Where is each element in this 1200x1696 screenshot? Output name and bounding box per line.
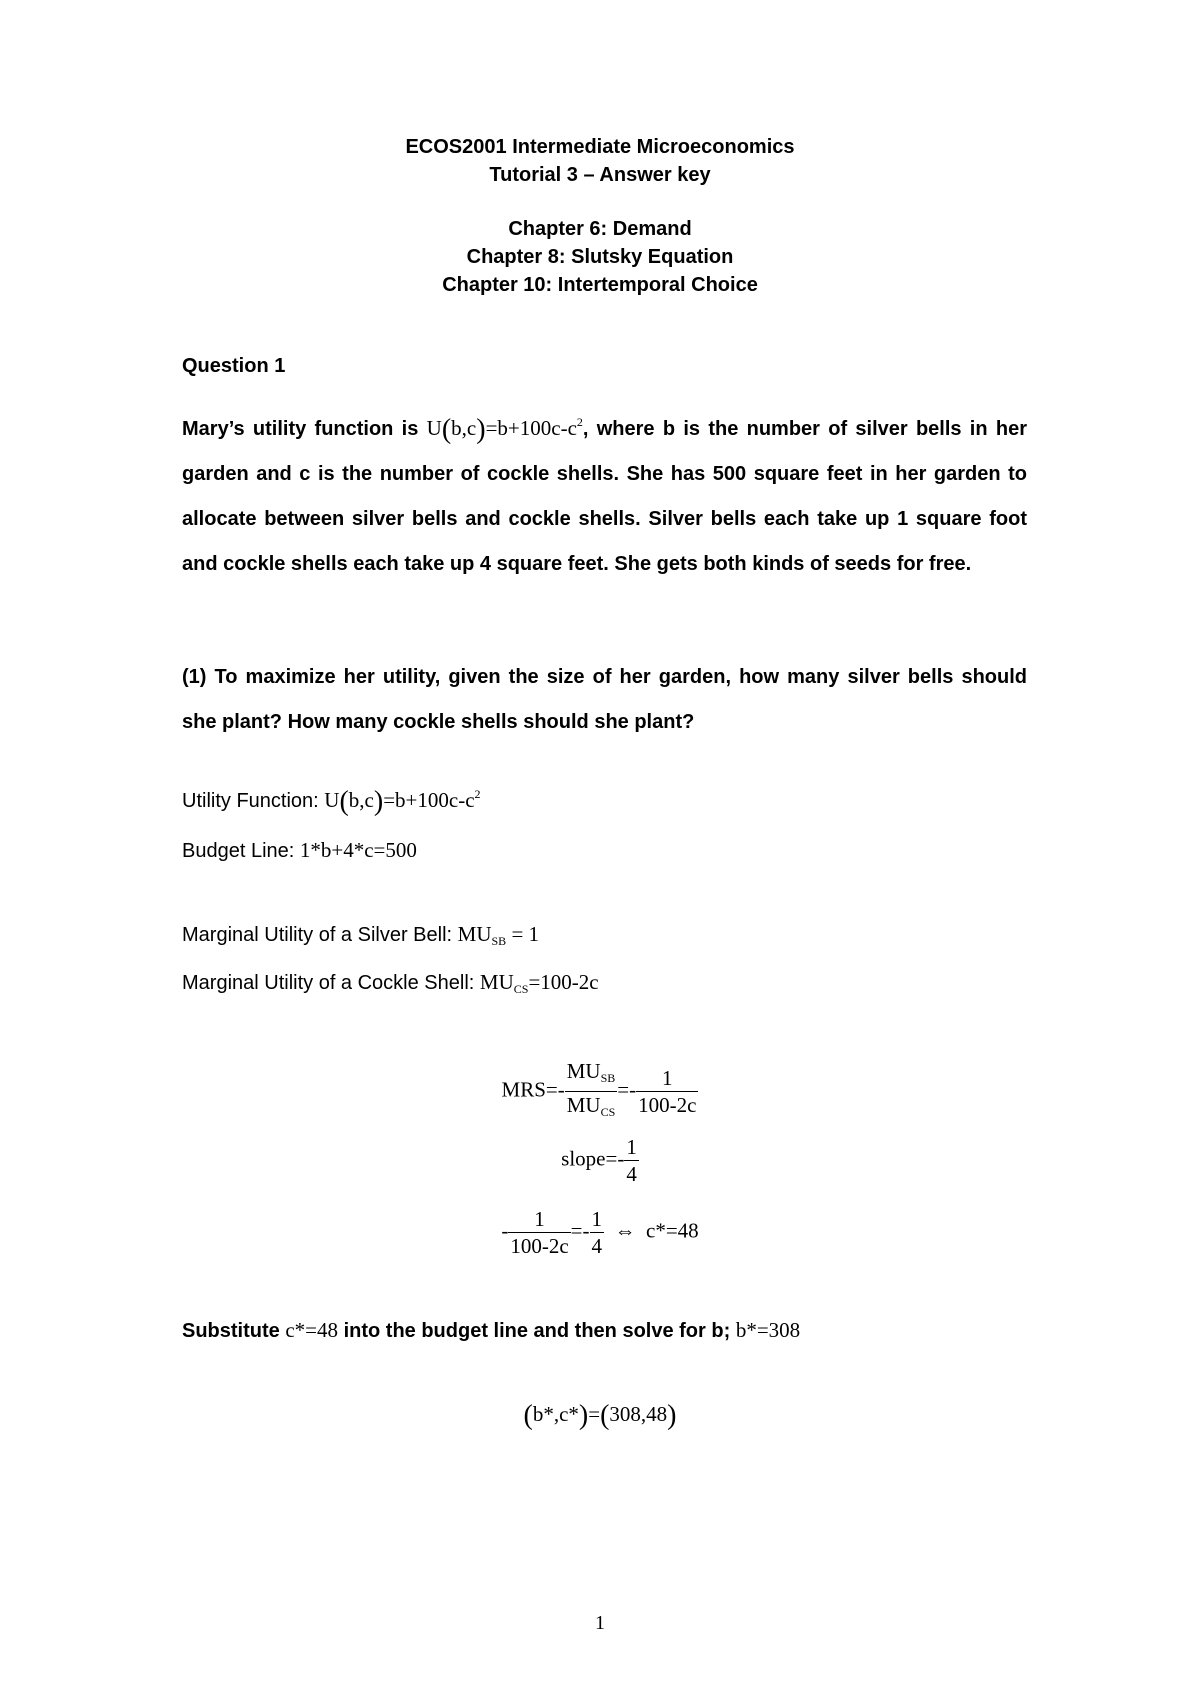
mu-cockle-shell-line [182, 970, 1027, 997]
budget-equation: 1*b+4*c=500 [299, 838, 417, 862]
eq3-mid: =- [570, 1218, 590, 1243]
mu-cs-label: Marginal Utility of a Cockle Shell: [182, 972, 475, 994]
chapter-heading: Chapter 10: Intertemporal Choice [442, 274, 758, 296]
subst-text-mid: into the budget line and then solve for b; [343, 1320, 731, 1342]
iff-symbol: ⇔ [614, 1218, 636, 1243]
frac-den-sub: CS [600, 1105, 616, 1119]
utility-label: Utility Function: [182, 790, 319, 812]
tutorial-title: Tutorial 3 – Answer key [489, 164, 711, 186]
frac-den: 4 [626, 1162, 637, 1186]
utility-formula: $U(b,c)=b+100c-c^2$ [324, 786, 481, 817]
mrs-fraction [565, 1058, 618, 1125]
mrs-equation [0, 1058, 1200, 1125]
frac-num-sub: SB [600, 1071, 616, 1085]
chapter-heading: Chapter 6: Demand [508, 218, 692, 240]
final-rhs: 308,48 [609, 1402, 668, 1426]
eq3-result: c*=48 [646, 1218, 699, 1243]
frac-num: MU [566, 1059, 601, 1083]
eq3-lhs: - [501, 1218, 509, 1243]
frac-num: 1 [508, 1206, 570, 1233]
final-lhs: b*,c* [532, 1402, 579, 1426]
frac-den: 4 [591, 1234, 602, 1258]
slope-fraction [624, 1134, 639, 1187]
mu-subscript: CS [513, 982, 529, 996]
mu-cs-formula [480, 970, 599, 994]
question-title: Question 1 [182, 355, 286, 377]
mrs-lhs: MRS=- [501, 1077, 565, 1102]
page-number: 1 [595, 1612, 605, 1634]
budget-label: Budget Line: [182, 840, 295, 862]
frac-den: 100-2c [510, 1234, 569, 1258]
question-part-1: (1) To maximize her utility, given the size of her garden, how many silver bells should she plant? How many cockle shells should she plant? [182, 666, 1027, 733]
intro-text: Mary’s utility function is [182, 418, 419, 440]
frac-num: 1 [626, 1135, 637, 1159]
mu-silver-bell-line [182, 922, 1027, 949]
final-solution: (b*,c*)=(308,48) [523, 1400, 677, 1431]
formula-u: U [324, 788, 340, 812]
eq3-fraction-2 [590, 1206, 605, 1259]
formula-rhs: =b+100c-c [485, 416, 577, 440]
mu-sb-formula [458, 922, 539, 946]
budget-line [182, 838, 1027, 863]
course-title: ECOS2001 Intermediate Microeconomics [405, 136, 795, 158]
intro-utility-formula: $U(b,c)=b+100c-c^2$ [426, 414, 583, 445]
mu-base: MU [457, 922, 492, 946]
frac-den: MU [566, 1093, 601, 1117]
final-equals: = [588, 1402, 601, 1426]
subst-c-value: c*=48 [285, 1318, 339, 1342]
utility-function-line [182, 786, 1027, 818]
optimality-condition [0, 1206, 1200, 1259]
substitution-line [182, 1318, 1027, 1343]
intro-text-rest: , where b is the number of silver bells in her garden and c is the number of cockle shells. She has 500 square feet in her garden to allocate between silver bells and cockle shells. Silver bells each take up 1 square foot and cockle shells each take up 4 square feet. She gets both kinds of seeds for free. [182, 418, 1027, 575]
mu-base: MU [479, 970, 514, 994]
formula-u: U [426, 416, 442, 440]
frac-num: 1 [591, 1207, 602, 1231]
question-intro [182, 400, 1027, 587]
slope-equation [0, 1134, 1200, 1187]
formula-args: b,c [451, 416, 477, 440]
frac-den: 100-2c [638, 1093, 697, 1117]
eq3-fraction-1 [508, 1206, 570, 1259]
mu-rhs: =100-2c [528, 970, 599, 994]
formula-exponent: 2 [576, 415, 583, 429]
mrs-fraction-2 [636, 1065, 698, 1118]
mu-rhs: = 1 [506, 922, 540, 946]
chapter-heading: Chapter 8: Slutsky Equation [466, 246, 734, 268]
mu-sb-label: Marginal Utility of a Silver Bell: [182, 924, 453, 946]
slope-lhs: slope=- [561, 1146, 625, 1171]
mrs-mid: =- [617, 1077, 637, 1102]
mu-subscript: SB [491, 934, 507, 948]
formula-args: b,c [348, 788, 374, 812]
formula-exponent: 2 [474, 787, 481, 801]
formula-rhs: =b+100c-c [383, 788, 475, 812]
subst-b-value: b*=308 [735, 1318, 801, 1342]
frac-num: 1 [636, 1065, 698, 1092]
subst-text: Substitute [182, 1320, 280, 1342]
